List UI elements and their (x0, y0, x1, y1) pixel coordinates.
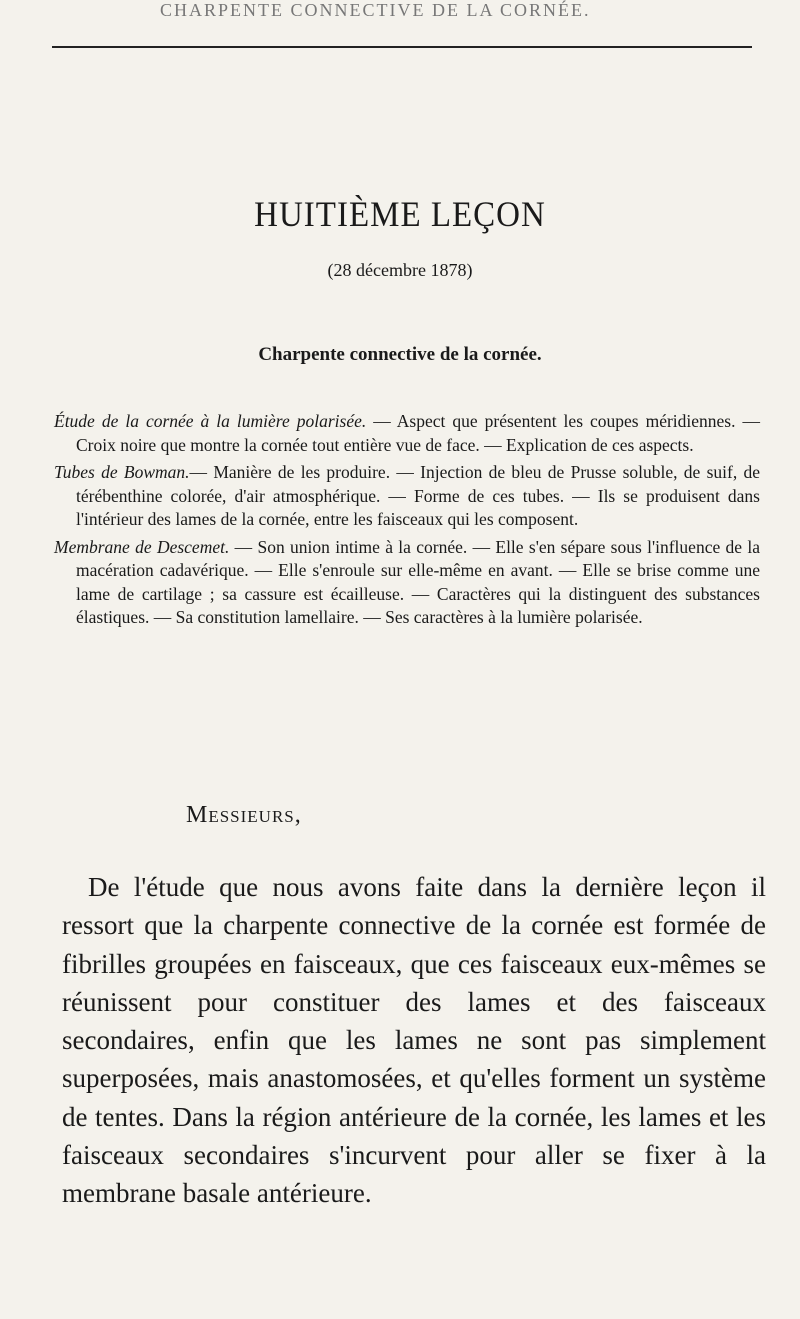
summary-item-lead: Membrane de Descemet. (54, 536, 230, 557)
header-rule (52, 46, 752, 48)
summary-item-lead: Tubes de Bowman. (54, 462, 190, 482)
body-paragraph-block (62, 868, 766, 1213)
summary-item-lead: Étude de la cornée à la lumière polarisée. (54, 411, 367, 431)
salutation: Messieurs, (186, 802, 302, 828)
running-head: CHARPENTE CONNECTIVE DE LA CORNÉE. (160, 0, 591, 20)
chapter-title: HUITIÈME LEÇON (254, 195, 546, 235)
summary-item-text: — Manière de les produire. — Injection de bleu de Prusse soluble, de suif, de térébenthine colorée, d'air atmosphérique. — Forme de ces tubes. — Ils se produisent dans l'intérieur des lames de la cornée, entre les faisceaux qui les composent. (76, 462, 760, 529)
chapter-date: (28 décembre 1878) (327, 260, 473, 280)
summary-item (54, 536, 760, 630)
summary-item-text: — Son union intime à la cornée. — Elle s'en sépare sous l'influence de la macération cadavérique. — Elle s'enroule sur elle-même en avant. — Elle se brise comme une lame de cartilage ; sa cassure est écailleuse. — Caractères qui la distinguent des substances élastiques. — Sa constitution lamellaire. — Ses caractères à la lumière polarisée. (76, 536, 760, 627)
body-paragraph: De l'étude que nous avons faite dans la dernière leçon il ressort que la charpente connective de la cornée est formée de fibrilles groupées en faisceaux, que ces faisceaux eux-mêmes se réunissent pour constituer des lames et des faisceaux secondaires, enfin que les lames ne sont pas simplement superposées, mais anastomosées, et qu'elles forment un système de tentes. Dans la région antérieure de la cornée, les lames et les faisceaux secondaires s'incurvent pour aller se fixer à la membrane basale antérieure. (62, 872, 766, 1209)
section-title: Charpente connective de la cornée. (258, 344, 542, 365)
summary-block (54, 410, 760, 634)
summary-item-text: — Aspect que présentent les coupes méridiennes. — Croix noire que montre la cornée tout entière vue de face. — Explication de ces aspects. (76, 411, 760, 455)
summary-item (54, 461, 760, 532)
summary-item (54, 410, 760, 457)
